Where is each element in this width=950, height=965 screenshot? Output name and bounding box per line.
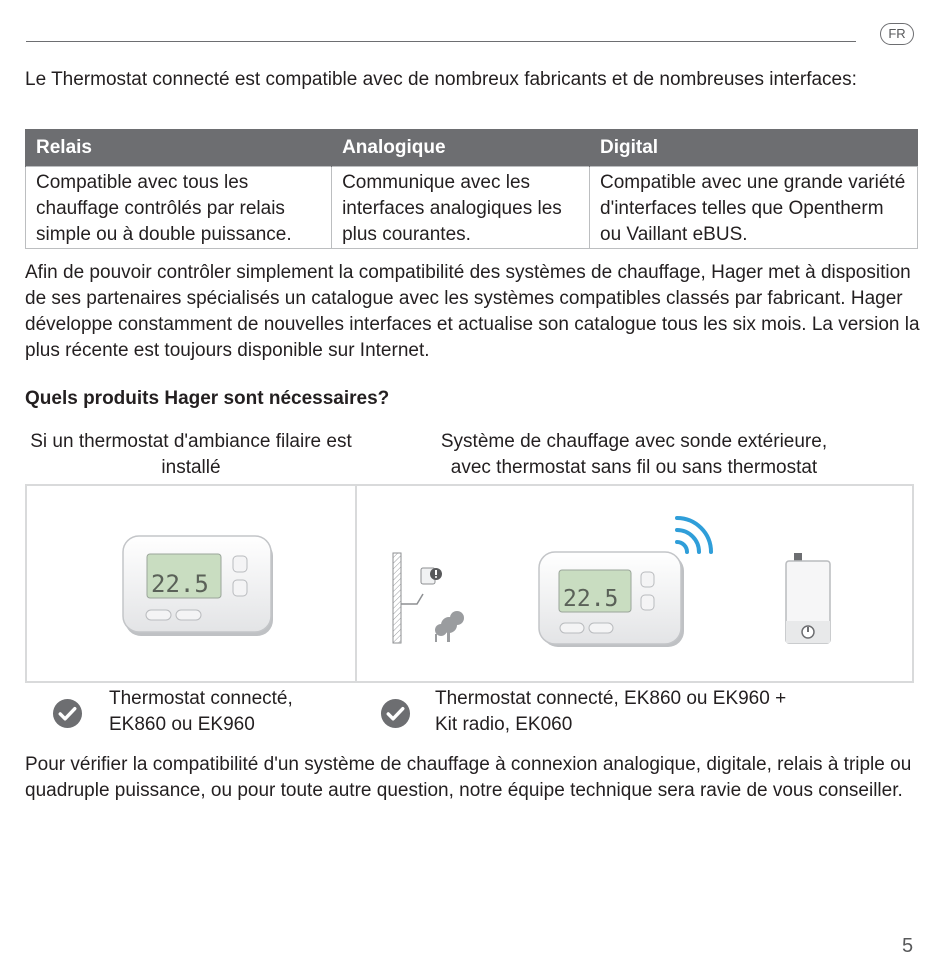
- column-header-relais: Relais: [26, 129, 332, 167]
- right-illustration-panel: [355, 484, 914, 683]
- language-badge: FR: [880, 23, 914, 45]
- body-paragraph: Afin de pouvoir contrôler simplement la compatibilité des systèmes de chauffage, Hager met à disposition de ses partenaires spécialisés un catalogue avec les systèmes compatibles classés par fabricant. Hager développe constamment de nouvelles interfaces et actualise son catalogue tous les six mois. La version la plus récente est toujours disponible sur Internet.: [25, 262, 920, 361]
- check-icon: [52, 698, 83, 729]
- intro-paragraph: Le Thermostat connecté est compatible avec de nombreux fabricants et de nombreuses interfaces:: [25, 69, 857, 90]
- bottom-button-left: [560, 623, 584, 633]
- right-product-label: [435, 686, 786, 738]
- wireless-system-illustration: [357, 486, 912, 681]
- table-cell-analogique: Communique avec les interfaces analogiques les plus courantes.: [332, 167, 590, 249]
- bottom-button-left: [146, 610, 171, 620]
- table-cell-relais: Compatible avec tous les chauffage contrôlés par relais simple ou à double puissance.: [26, 167, 332, 249]
- column-header-analogique: Analogique: [332, 129, 590, 167]
- table-row: [26, 167, 918, 249]
- left-product-label: [109, 686, 293, 738]
- side-button-up: [641, 572, 654, 587]
- left-product-line2: EK860 ou EK960: [109, 714, 255, 735]
- header-rule: [26, 41, 856, 42]
- right-product-line1: Thermostat connecté, EK860 ou EK960 +: [435, 688, 787, 709]
- right-caption-line1: Système de chauffage avec sonde extérieure,: [440, 431, 828, 452]
- left-product-line1: Thermostat connecté,: [109, 688, 293, 709]
- right-product-line2: Kit radio, EK060: [435, 714, 573, 735]
- bottom-button-right: [176, 610, 201, 620]
- wired-thermostat-illustration: [27, 486, 355, 681]
- table-cell-digital: Compatible avec une grande variété d'interfaces telles que Opentherm ou Vaillant eBUS.: [590, 167, 918, 249]
- check-icon: [380, 698, 411, 729]
- tree-icon: [435, 611, 464, 642]
- side-button-down: [641, 595, 654, 610]
- compatibility-table: [25, 129, 918, 249]
- page-number: 5: [902, 935, 914, 957]
- outdoor-sensor-icon: [393, 553, 442, 643]
- section-heading: Quels produits Hager sont nécessaires?: [25, 388, 390, 409]
- boiler-icon: [786, 553, 830, 643]
- left-illustration-panel: [25, 484, 357, 683]
- table-header-row: [26, 129, 918, 167]
- lcd-temperature: 22.5: [151, 570, 209, 598]
- outro-paragraph: Pour vérifier la compatibilité d'un système de chauffage à connexion analogique, digitale, relais à triple ou quadruple puissance, ou pour toute autre question, notre équipe technique sera ravie de vous conseiller.: [25, 754, 912, 801]
- lcd-temperature: 22.5: [563, 586, 619, 612]
- side-button-down: [233, 580, 247, 596]
- wireless-signal-icon: [677, 518, 711, 552]
- bottom-button-right: [589, 623, 613, 633]
- column-header-digital: Digital: [590, 129, 918, 167]
- right-scenario-caption: [356, 429, 912, 481]
- side-button-up: [233, 556, 247, 572]
- left-scenario-caption: Si un thermostat d'ambiance filaire est installé: [30, 431, 352, 478]
- right-caption-line2: avec thermostat sans fil ou sans thermostat: [450, 457, 818, 478]
